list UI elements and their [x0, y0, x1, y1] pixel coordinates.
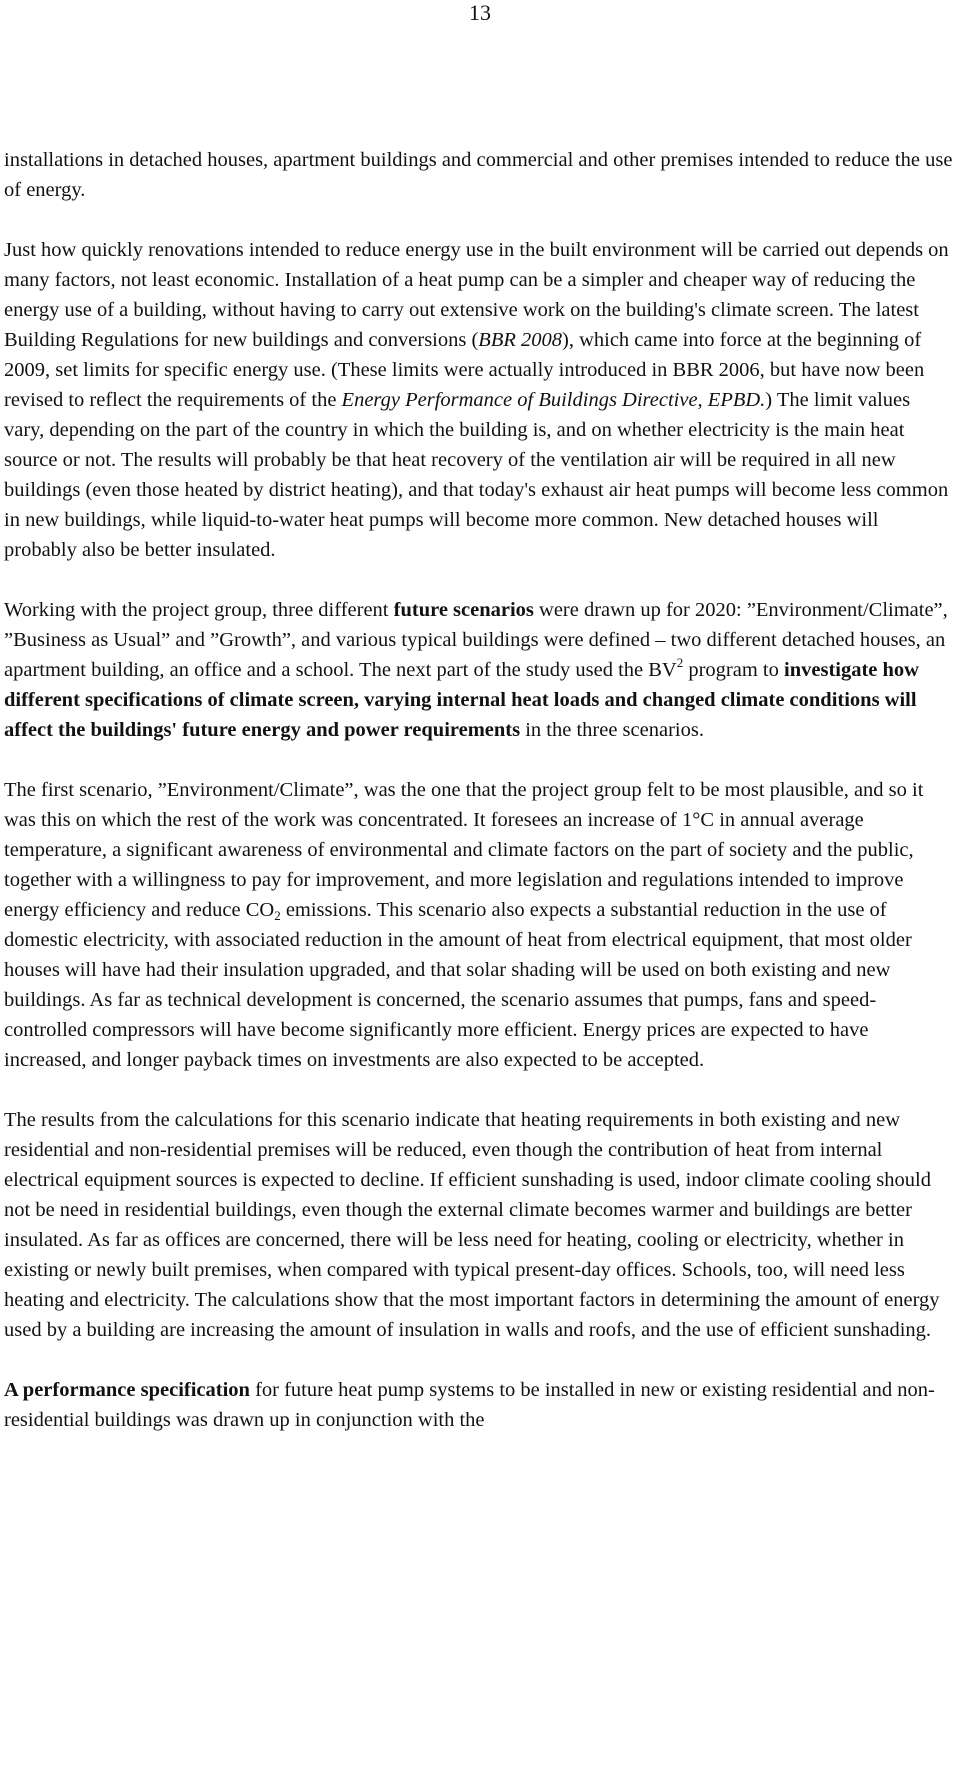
page-number: 13: [469, 0, 491, 25]
paragraph-text: in the three scenarios.: [520, 719, 704, 741]
paragraph-text: for future heat pump systems to be installed in new or existing residential and non-residential buildings was drawn up in conjunction with the: [4, 1379, 935, 1431]
paragraph-results: [4, 1105, 954, 1345]
paragraph-renovations: [4, 235, 954, 565]
bold-investigate: investigate how different specifications of climate screen, varying internal heat loads and changed climate conditions will affect the buildings' future energy and power requirements: [4, 659, 919, 741]
paragraph-first-scenario: [4, 775, 954, 1075]
subscript-2: 2: [274, 908, 281, 923]
paragraph-text: emissions. This scenario also expects a substantial reduction in the use of domestic electricity, with associated reduction in the amount of heat from electrical equipment, that most older houses will have had their insulation upgraded, and that solar shading will be used on both existing and new buildings. As far as technical development is concerned, the scenario assumes that pumps, fans and speed-controlled compressors will have become significantly more efficient. Energy prices are expected to have increased, and longer payback times on investments are also expected to be accepted.: [4, 899, 912, 1071]
superscript-2: 2: [676, 655, 684, 670]
document-body: [4, 145, 954, 1435]
paragraph-text: Just how quickly renovations intended to reduce energy use in the built environment will be carried out depends on many factors, not least economic. Installation of a heat pump can be a simpler and cheaper way of reducing the energy use of a building, without having to carry out extensive work on the building's climate screen. The latest Building Regulations for new buildings and conversions (: [4, 239, 949, 351]
paragraph-scenarios: [4, 595, 954, 745]
paragraph-text: The first scenario, ”Environment/Climate”, was the one that the project group felt to be most plausible, and so it was this on which the rest of the work was concentrated. It foresees an increase of 1°C in annual average temperature, a significant awareness of environmental and climate factors on the part of society and the public, together with a willingness to pay for improvement, and more legislation and regulations intended to improve energy efficiency and reduce CO: [4, 779, 924, 921]
bold-future-scenarios: future scenarios: [393, 599, 534, 621]
paragraph-text: installations in detached houses, apartment buildings and commercial and other premises intended to reduce the use of energy.: [4, 149, 953, 201]
paragraph-text: were drawn up for 2020: ”Environment/Climate”, ”Business as Usual” and ”Growth”, and various typical buildings were defined – two different detached houses, an apartment building, an office and a school. The next part of the study used the BV: [4, 599, 948, 681]
paragraph-text: Working with the project group, three different: [4, 599, 394, 621]
italic-bbr-2008: BBR 2008: [478, 329, 562, 351]
bold-performance-specification: A performance specification: [4, 1379, 250, 1401]
paragraph-text: ) The limit values vary, depending on the part of the country in which the building is, and on whether electricity is the main heat source or not. The results will probably be that heat recovery of the ventilation air will be required in all new buildings (even those heated by district heating), and that today's exhaust air heat pumps will become less common in new buildings, while liquid-to-water heat pumps will become more common. New detached houses will probably also be better insulated.: [4, 389, 949, 561]
paragraph-text: The results from the calculations for this scenario indicate that heating requirements in both existing and new residential and non-residential premises will be reduced, even though the contribution of heat from internal electrical equipment sources is expected to decline. If efficient sunshading is used, indoor climate cooling should not be need in residential buildings, even though the external climate becomes warmer and buildings are better insulated. As far as offices are concerned, there will be less need for heating, cooling or electricity, whether in existing or newly built premises, when compared with typical present-day offices. Schools, too, will need less heating and electricity. The calculations show that the most important factors in determining the amount of energy used by a building are increasing the amount of insulation in walls and roofs, and the use of efficient sunshading.: [4, 1109, 940, 1341]
paragraph-text: ), which came into force at the beginning of 2009, set limits for specific energy use. (These limits were actually introduced in BBR 2006, but have now been revised to reflect the requirements of the: [4, 329, 925, 411]
paragraph-text: program to: [683, 659, 785, 681]
paragraph-performance-spec: [4, 1375, 954, 1435]
italic-epbd: Energy Performance of Buildings Directive, EPBD.: [341, 389, 766, 411]
paragraph-installations: [4, 145, 954, 205]
